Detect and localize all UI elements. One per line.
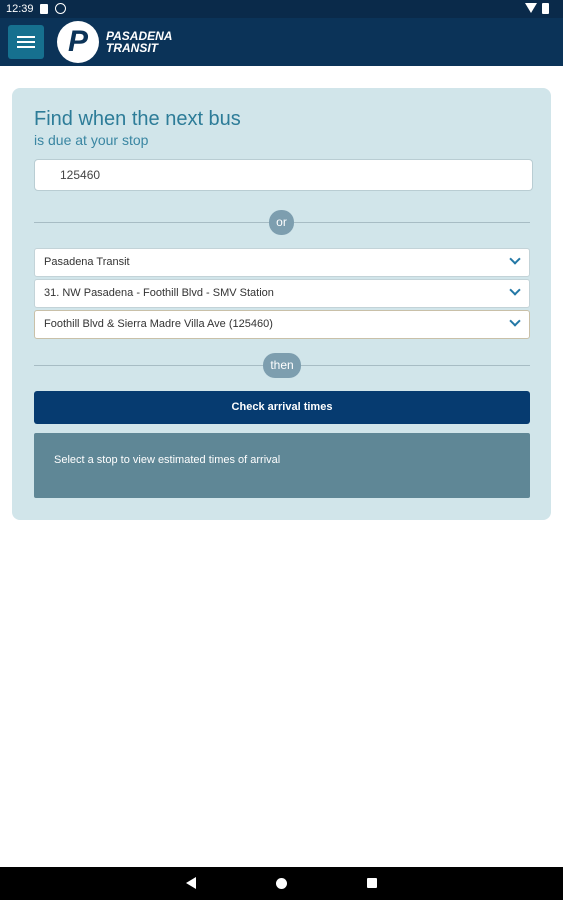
notification-icon [40,4,48,14]
divider-right [294,222,530,223]
stop-select-value: Foothill Blvd & Sierra Madre Villa Ave (125460) [44,318,273,330]
menu-icon-line [17,36,35,38]
divider-left [34,365,264,366]
app-bar [0,18,563,66]
chevron-down-icon [509,253,520,264]
status-bar [0,0,563,18]
chevron-down-icon [509,315,520,326]
status-time: 12:39 [6,3,34,15]
logo-line-2: TRANSIT [106,41,158,55]
route-select[interactable] [34,279,530,308]
wifi-icon [525,3,537,13]
logo-line-1: PASADENA [106,29,173,43]
stop-select[interactable] [34,310,530,339]
agency-select-value: Pasadena Transit [44,256,130,268]
logo-icon: P [57,21,99,63]
panel-subtitle: is due at your stop [34,132,149,148]
logo-text [106,30,172,54]
next-bus-panel [12,88,551,520]
route-select-value: 31. NW Pasadena - Foothill Blvd - SMV Station [44,287,274,299]
panel-title: Find when the next bus [34,108,241,130]
chevron-down-icon [509,284,520,295]
divider-left [34,222,270,223]
battery-icon [542,3,549,14]
agency-select[interactable] [34,248,530,277]
recent-apps-icon[interactable] [367,878,377,888]
arrival-info-box [34,433,530,498]
menu-icon-line [17,41,35,43]
system-nav-bar [0,867,563,900]
stop-number-input[interactable] [34,159,533,191]
hamburger-menu-button[interactable] [8,25,44,59]
home-icon[interactable] [276,878,287,889]
divider-right [301,365,530,366]
check-arrival-times-button[interactable]: Check arrival times [34,391,530,424]
back-icon[interactable] [186,877,196,889]
menu-icon-line [17,46,35,48]
arrival-info-message: Select a stop to view estimated times of arrival [54,454,281,466]
sync-icon [55,3,66,14]
or-badge: or [269,210,294,235]
then-badge: then [263,353,301,378]
